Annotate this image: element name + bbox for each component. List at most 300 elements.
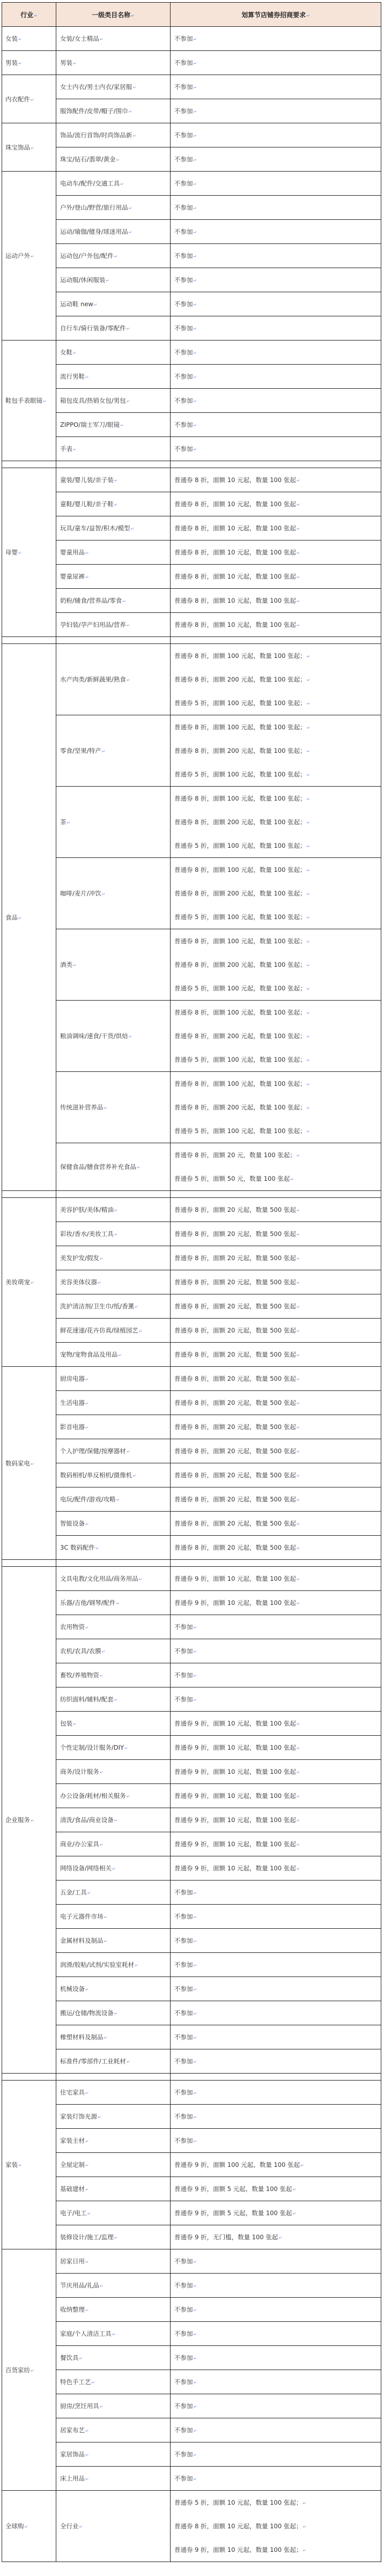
requirement-cell (171, 1687, 381, 1712)
category-cell (56, 389, 171, 413)
category-label: 全行业 ↵ (60, 2522, 83, 2530)
industry-label: 鞋包手表眼镜 ↵ (5, 397, 47, 404)
table-row (2, 220, 381, 244)
category-cell (56, 2491, 171, 2562)
table-row (2, 2467, 381, 2491)
category-label: 流行男鞋 ↵ (60, 373, 89, 380)
requirement-cell (171, 1736, 381, 1760)
table-row (2, 2442, 381, 2467)
requirement-cell (171, 2105, 381, 2129)
table-row (2, 492, 381, 516)
requirement-line: 不参加 ↵ (174, 2105, 377, 2128)
category-label: 运动/瑜伽/健身/球迷用品 ↵ (60, 228, 132, 235)
table-row (2, 2249, 381, 2274)
category-label: 美发护发/假发 ↵ (60, 1254, 104, 1262)
requirement-line: 普通券 9 折，无门槛，数量 100 张起 ↵ (174, 2225, 377, 2249)
requirement-cell (171, 1294, 381, 1319)
category-label: 纺织面料/辅料/配套 ↵ (60, 1696, 117, 1703)
category-label: 文具电教/文化用品/商务用品 ↵ (60, 1575, 142, 1582)
category-label: 咖啡/麦片/冲饮 ↵ (60, 890, 105, 897)
page-break-row (2, 461, 381, 468)
table-row (2, 340, 381, 365)
requirement-line: 不参加 ↵ (174, 99, 377, 123)
industry-label: 珠宝饰品 ↵ (5, 144, 34, 151)
category-cell (56, 2274, 171, 2298)
table-row (2, 2346, 381, 2370)
table-row (2, 1072, 381, 1143)
requirement-cell (171, 2370, 381, 2394)
category-label: 童装/婴儿装/亲子装 ↵ (60, 476, 117, 484)
requirement-line: 不参加 ↵ (174, 2025, 377, 2049)
table-row (2, 1784, 381, 1808)
requirement-line: 普通券 8 折，面额 20 元起，数量 500 张起 ↵ (174, 1198, 377, 1222)
table-row (2, 2394, 381, 2418)
category-cell (56, 2298, 171, 2322)
table-row (2, 2081, 381, 2105)
requirement-line: 不参加 ↵ (174, 437, 377, 461)
requirement-cell (171, 244, 381, 268)
requirement-cell (171, 1487, 381, 1512)
requirement-cell (171, 1591, 381, 1615)
category-cell (56, 1367, 171, 1391)
category-label: 运动包/户外包/配件 ↵ (60, 252, 117, 260)
table-row (2, 1567, 381, 1591)
requirement-line: 普通券 9 折，面额 5 元起，数量 100 张起 ↵ (174, 2201, 377, 2225)
requirement-line: 不参加 ↵ (174, 2001, 377, 2025)
table-row (2, 1953, 381, 1977)
requirement-line: 不参加 ↵ (174, 27, 377, 50)
table-row (2, 1001, 381, 1072)
category-cell (56, 147, 171, 172)
table-row (2, 2105, 381, 2129)
category-cell (56, 1639, 171, 1663)
category-cell (56, 2442, 171, 2467)
table-row (2, 1246, 381, 1270)
category-label: 男装 ↵ (60, 59, 77, 66)
industry-label: 数码家电 ↵ (5, 1460, 34, 1467)
requirement-line: 不参加 ↵ (174, 1639, 377, 1663)
category-cell (56, 2001, 171, 2025)
category-label: 运动服/休闲服装 ↵ (60, 276, 109, 284)
requirement-cell (171, 268, 381, 292)
table-body (2, 27, 381, 2562)
category-label: 美容护肤/美体/精油 ↵ (60, 1206, 117, 1213)
table-row (2, 1463, 381, 1487)
category-label: 个人护理/保健/按摩器材 ↵ (60, 1447, 130, 1455)
requirement-cell (171, 2081, 381, 2105)
requirement-cell (171, 1615, 381, 1639)
requirement-line: 普通券 8 折，面额 10 元起，数量 100 张起 ↵ (174, 589, 377, 612)
category-cell (56, 1663, 171, 1687)
table-row (2, 1712, 381, 1736)
category-cell (56, 2177, 171, 2201)
category-cell (56, 858, 171, 929)
category-cell (56, 196, 171, 220)
requirement-line: 普通券 9 折，面额 10 元起，数量 100 张起 ↵ (174, 1808, 377, 1832)
category-cell (56, 1736, 171, 1760)
table-row (2, 1615, 381, 1639)
industry-cell (2, 2249, 56, 2491)
table-row (2, 715, 381, 787)
page-break-row (2, 2074, 381, 2081)
requirement-cell (171, 1143, 381, 1191)
requirement-line: 普通券 9 折，面额 10 元起，数量 100 张起； ↵ (174, 2538, 377, 2562)
requirement-line: 普通券 8 折，面额 100 元起，数量 100 张起； ↵ (174, 644, 377, 668)
industry-label: 男装 ↵ (5, 59, 22, 66)
requirement-cell (171, 2025, 381, 2049)
table-row (2, 2370, 381, 2394)
requirement-cell (171, 1512, 381, 1536)
category-cell (56, 316, 171, 340)
table-row (2, 1391, 381, 1415)
requirement-cell (171, 1536, 381, 1560)
table-row (2, 1270, 381, 1294)
requirement-cell (171, 1712, 381, 1736)
category-cell (56, 2129, 171, 2153)
requirement-line: 普通券 5 折，面额 10 元起，数量 100 张起； ↵ (174, 2491, 377, 2514)
category-label: 节庆用品/礼品 ↵ (60, 2282, 104, 2289)
requirement-cell (171, 1246, 381, 1270)
requirement-line: 普通券 9 折，面额 10 元起，数量 100 张起 ↵ (174, 1591, 377, 1615)
requirement-cell (171, 1832, 381, 1856)
table-row (2, 2298, 381, 2322)
requirement-cell (171, 613, 381, 637)
category-label: 电玩/配件/游戏/攻略 ↵ (60, 1496, 120, 1503)
requirement-line: 不参加 ↵ (174, 2274, 377, 2297)
requirement-line: 不参加 ↵ (174, 196, 377, 219)
table-row (2, 2049, 381, 2074)
requirement-line: 不参加 ↵ (174, 2394, 377, 2418)
category-label: 网络设备/网络相关 ↵ (60, 1864, 116, 1872)
empty-cell (56, 637, 171, 644)
requirement-line: 普通券 8 折，面额 20 元起，数量 500 张起 ↵ (174, 1391, 377, 1415)
requirement-line: 普通券 8 折，面额 100 元起，数量 100 张起； ↵ (174, 858, 377, 882)
category-cell (56, 1784, 171, 1808)
requirement-line: 不参加 ↵ (174, 1663, 377, 1687)
table-row (2, 1367, 381, 1391)
table-row (2, 2001, 381, 2025)
requirement-cell (171, 2225, 381, 2249)
table-row (2, 1319, 381, 1343)
table-row (2, 196, 381, 220)
requirement-line: 普通券 8 折，面额 20 元起，数量 500 张起 ↵ (174, 1536, 377, 1559)
category-cell (56, 1391, 171, 1415)
category-label: 影音电器 ↵ (60, 1423, 89, 1431)
requirement-line: 普通券 8 折，面额 10 元起，数量 100 张起 ↵ (174, 468, 377, 492)
category-label: 电子/电工 ↵ (60, 2209, 91, 2217)
category-cell (56, 2418, 171, 2442)
category-cell (56, 244, 171, 268)
requirement-cell (171, 2274, 381, 2298)
category-label: 3C 数码配件 ↵ (60, 1544, 99, 1551)
requirement-line: 普通券 8 折，面额 10 元起，数量 100 张起 ↵ (174, 516, 377, 540)
table-row (2, 1536, 381, 1560)
requirement-line: 不参加 ↵ (174, 51, 377, 75)
category-label: 清洗/食品/商业设备 ↵ (60, 1816, 117, 1824)
requirement-line: 不参加 ↵ (174, 2249, 377, 2273)
requirement-cell (171, 787, 381, 858)
requirement-line: 普通券 8 折，面额 20 元，数量 100 张起； ↵ (174, 1143, 377, 1167)
requirement-cell (171, 437, 381, 461)
industry-cell (2, 1567, 56, 2074)
category-cell (56, 1294, 171, 1319)
requirement-line: 普通券 8 折，面额 10 元起，数量 100 张起 ↵ (174, 565, 377, 588)
requirement-cell (171, 2249, 381, 2274)
empty-cell (171, 461, 381, 468)
requirement-line: 不参加 ↵ (174, 1687, 377, 1711)
requirement-cell (171, 2491, 381, 2562)
category-label: 农机/农具/农膜 ↵ (60, 1647, 105, 1655)
requirement-line: 不参加 ↵ (174, 2322, 377, 2345)
requirement-cell (171, 292, 381, 316)
table-row (2, 2225, 381, 2249)
category-cell (56, 413, 171, 437)
requirement-cell (171, 1881, 381, 1905)
requirement-line: 普通券 8 折，面额 20 元起，数量 500 张起 ↵ (174, 1343, 377, 1366)
requirement-line: 普通券 9 折，面额 10 元起，数量 100 张起 ↵ (174, 1856, 377, 1880)
requirement-line: 普通券 8 折，面额 100 元起，数量 100 张起； ↵ (174, 715, 377, 739)
category-label: 包装 ↵ (60, 1720, 77, 1727)
category-label: 商业/办公家具 ↵ (60, 1840, 104, 1848)
category-label: 收纳整理 ↵ (60, 2306, 89, 2313)
requirement-line: 不参加 ↵ (174, 1881, 377, 1904)
category-cell (56, 437, 171, 461)
category-cell (56, 172, 171, 196)
table-row (2, 644, 381, 715)
table-row (2, 1512, 381, 1536)
requirement-line: 不参加 ↵ (174, 2346, 377, 2370)
category-label: 乐器/吉他/钢琴/配件 ↵ (60, 1599, 120, 1607)
empty-cell (2, 637, 56, 644)
industry-label: 运动户外 ↵ (5, 252, 34, 260)
industry-label: 食品 ↵ (5, 914, 22, 921)
requirement-line: 不参加 ↵ (174, 365, 377, 388)
empty-cell (56, 461, 171, 468)
industry-cell (2, 123, 56, 172)
category-cell (56, 1246, 171, 1270)
requirement-line: 普通券 9 折，面额 10 元起，数量 100 张起 ↵ (174, 1712, 377, 1735)
requirement-line: 普通券 9 折，面额 100 元起，数量 100 张起 ↵ (174, 2153, 377, 2177)
requirement-line: 普通券 8 折，面额 100 元起，数量 100 张起； ↵ (174, 787, 377, 810)
requirement-cell (171, 2322, 381, 2346)
header-category-label: 一级类目名称 ↵ (92, 11, 135, 19)
table-row (2, 1736, 381, 1760)
requirement-line: 不参加 ↵ (174, 75, 377, 99)
requirement-line: 不参加 ↵ (174, 2298, 377, 2321)
requirement-cell (171, 1856, 381, 1881)
requirement-line: 不参加 ↵ (174, 2081, 377, 2104)
requirement-cell (171, 1784, 381, 1808)
table-row (2, 1687, 381, 1712)
industry-label: 家装 ↵ (5, 2161, 22, 2168)
category-label: 洗护清洁剂/卫生巾/纸/香薰 ↵ (60, 1302, 138, 1310)
category-label: 粮油调味/速食/干货/烘焙 ↵ (60, 1032, 132, 1040)
category-cell (56, 1439, 171, 1463)
requirement-line: 普通券 8 折，面额 20 元起，数量 500 张起 ↵ (174, 1294, 377, 1318)
category-cell (56, 2025, 171, 2049)
requirement-line: 不参加 ↵ (174, 2418, 377, 2442)
table-row (2, 1343, 381, 1367)
category-label: 电子元器件市场 ↵ (60, 1913, 107, 1920)
category-label: 女士内衣/男士内衣/家居服 ↵ (60, 83, 136, 91)
table-row (2, 437, 381, 461)
category-cell (56, 468, 171, 492)
category-label: 奶粉/辅食/营养品/零食 ↵ (60, 597, 126, 604)
requirement-cell (171, 644, 381, 715)
category-requirements-table (2, 2, 381, 2562)
requirement-line: 不参加 ↵ (174, 413, 377, 436)
table-row (2, 929, 381, 1001)
category-label: 家装灯饰光源 ↵ (60, 2113, 101, 2120)
category-label: 家装主材 ↵ (60, 2137, 89, 2144)
category-cell (56, 99, 171, 123)
requirement-line: 普通券 9 折，面额 10 元起，数量 100 张起 ↵ (174, 1832, 377, 1856)
category-cell (56, 613, 171, 637)
category-label: 童鞋/婴儿鞋/亲子鞋 ↵ (60, 500, 117, 508)
table-row (2, 1143, 381, 1191)
requirement-cell (171, 2394, 381, 2418)
category-label: 彩妆/香水/美妆工具 ↵ (60, 1230, 117, 1238)
category-label: 家庭/个人清洁工具 ↵ (60, 2330, 116, 2337)
table-row (2, 123, 381, 147)
industry-cell (2, 2491, 56, 2562)
industry-label: 美妆萌宠 ↵ (5, 1278, 34, 1286)
industry-label: 母婴 ↵ (5, 549, 22, 556)
empty-cell (56, 1560, 171, 1567)
category-cell (56, 2081, 171, 2105)
requirement-cell (171, 2153, 381, 2177)
category-cell (56, 1536, 171, 1560)
category-label: 特色手工艺 ↵ (60, 2378, 95, 2386)
requirement-line: 普通券 8 折，面额 20 元起，数量 500 张起 ↵ (174, 1222, 377, 1246)
industry-cell (2, 2081, 56, 2249)
category-label: 厨房/烹饪用具 ↵ (60, 2402, 104, 2410)
requirement-line: 普通券 8 折，面额 20 元起，数量 500 张起 ↵ (174, 1367, 377, 1390)
category-cell (56, 1687, 171, 1712)
table-row (2, 389, 381, 413)
category-label: 电动车/配件/交通工具 ↵ (60, 180, 124, 187)
category-cell (56, 27, 171, 51)
requirement-cell (171, 1072, 381, 1143)
table-row (2, 51, 381, 75)
requirement-line: 不参加 ↵ (174, 2129, 377, 2152)
category-label: 传统滋补营养品 ↵ (60, 1104, 107, 1111)
category-cell (56, 1881, 171, 1905)
table-row (2, 1591, 381, 1615)
requirement-cell (171, 1463, 381, 1487)
category-cell (56, 1270, 171, 1294)
requirement-cell (171, 99, 381, 123)
requirement-line: 不参加 ↵ (174, 2442, 377, 2466)
industry-label: 百货家纺 ↵ (5, 2366, 34, 2374)
table-row (2, 2153, 381, 2177)
requirement-line: 不参加 ↵ (174, 147, 377, 171)
requirement-cell (171, 1905, 381, 1929)
requirement-cell (171, 2129, 381, 2153)
requirement-line: 普通券 8 折，面额 100 元起，数量 100 张起； ↵ (174, 1072, 377, 1095)
requirement-line: 普通券 8 折，面额 20 元起，数量 500 张起 ↵ (174, 1463, 377, 1487)
category-cell (56, 644, 171, 715)
category-label: 户外/登山/野营/旅行用品 ↵ (60, 204, 132, 211)
category-label: 箱包皮具/热销女包/男包 ↵ (60, 397, 130, 404)
requirement-line: 不参加 ↵ (174, 172, 377, 195)
requirement-cell (171, 316, 381, 340)
industry-cell (2, 27, 56, 51)
requirement-line: 普通券 8 折，面额 10 元起，数量 100 张起 ↵ (174, 541, 377, 564)
category-cell (56, 1905, 171, 1929)
category-cell (56, 787, 171, 858)
category-cell (56, 2225, 171, 2249)
table-row (2, 1222, 381, 1246)
requirement-cell (171, 516, 381, 541)
category-cell (56, 2201, 171, 2225)
table-row (2, 589, 381, 613)
category-cell (56, 2105, 171, 2129)
requirement-cell (171, 929, 381, 1001)
table-row (2, 292, 381, 316)
requirement-cell (171, 1001, 381, 1072)
category-label: 橡塑材料及制品 ↵ (60, 2033, 107, 2041)
table-row (2, 468, 381, 492)
empty-cell (171, 1560, 381, 1567)
table-row (2, 541, 381, 565)
table-header-row (2, 3, 381, 27)
requirement-line: 普通券 9 折，面额 10 元起，数量 100 张起 ↵ (174, 1567, 377, 1590)
requirement-line: 不参加 ↵ (174, 220, 377, 243)
requirement-line: 普通券 8 折，面额 100 元起，数量 100 张起； ↵ (174, 1001, 377, 1024)
industry-cell (2, 172, 56, 340)
requirement-line: 不参加 ↵ (174, 123, 377, 147)
category-cell (56, 1808, 171, 1832)
category-cell (56, 1712, 171, 1736)
category-cell (56, 1487, 171, 1512)
category-label: 女鞋 ↵ (60, 349, 77, 356)
requirement-line: 不参加 ↵ (174, 1905, 377, 1928)
category-cell (56, 1615, 171, 1639)
requirement-cell (171, 1343, 381, 1367)
requirement-line: 普通券 9 折，面额 10 元起，数量 100 张起 ↵ (174, 1760, 377, 1783)
requirement-cell (171, 1367, 381, 1391)
requirement-line: 普通券 8 折，面额 200 元起，数量 100 张起； ↵ (174, 953, 377, 976)
header-requirement-label: 划算节店铺券招商要求 ↵ (241, 11, 310, 19)
empty-cell (171, 637, 381, 644)
header-industry-label: 行业 ↵ (20, 11, 38, 19)
requirement-cell (171, 365, 381, 389)
requirement-line: 不参加 ↵ (174, 1929, 377, 1952)
requirement-cell (171, 340, 381, 365)
header-requirement (171, 3, 381, 27)
category-cell (56, 516, 171, 541)
category-label: 酒类 ↵ (60, 961, 77, 968)
requirement-line: 普通券 8 折，面额 200 元起，数量 100 张起； ↵ (174, 1024, 377, 1048)
requirement-cell (171, 2467, 381, 2491)
table-row (2, 1487, 381, 1512)
industry-cell (2, 1198, 56, 1367)
requirement-cell (171, 492, 381, 516)
requirement-line: 不参加 ↵ (174, 244, 377, 268)
table-row (2, 1905, 381, 1929)
industry-cell (2, 75, 56, 123)
category-label: 个性定制/设计服务/DIY ↵ (60, 1744, 128, 1751)
requirement-cell (171, 51, 381, 75)
requirement-line: 普通券 9 折，面额 10 元起，数量 100 张起 ↵ (174, 1736, 377, 1759)
category-cell (56, 123, 171, 147)
requirement-line: 普通券 5 折，面额 100 元起，数量 100 张起； ↵ (174, 691, 377, 715)
category-label: ZIPPO/瑞士军刀/眼镜 ↵ (60, 421, 124, 428)
category-label: 饰品/流行首饰/时尚饰品新 ↵ (60, 131, 136, 139)
category-cell (56, 268, 171, 292)
category-cell (56, 2346, 171, 2370)
